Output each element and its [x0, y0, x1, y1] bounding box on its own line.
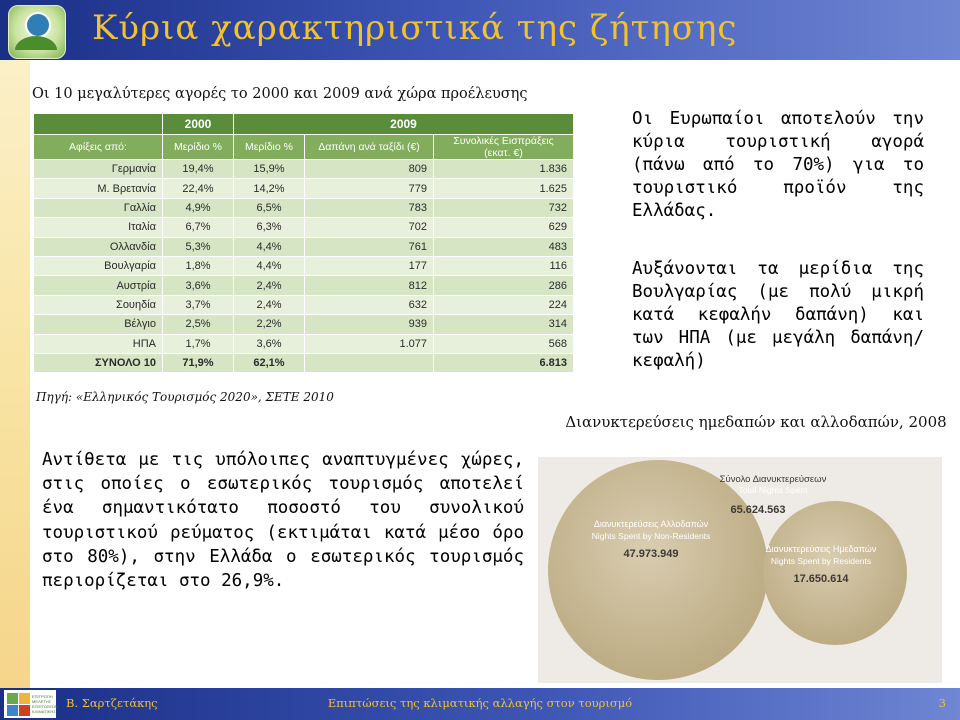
column-header-total-receipts: Συνολικές Εισπράξεις (εκατ. €): [434, 135, 574, 160]
bubble-label-el-1: Διανυκτερεύσεις Ημεδαπών: [765, 544, 877, 554]
footer-subtitle: Επιπτώσεις της κλιματικής αλλαγής στον τουρισμό: [327, 696, 633, 710]
column-header-share-2009: Μερίδιο %: [234, 135, 305, 160]
table-cell: 483: [434, 237, 574, 256]
total-label-en: Total Nights Spent: [738, 485, 808, 495]
paragraph-europeans: Οι Ευρωπαίοι αποτελούν την κύρια τουριστική αγορά (πάνω από το 70%) για το τουριστικό προϊόν της Ελλάδας.: [632, 109, 924, 221]
column-header-arrivals: Αφίξεις από:: [34, 135, 163, 160]
title-bar: [0, 0, 960, 60]
table-cell: 1,7%: [163, 334, 234, 353]
table-cell: 116: [434, 256, 574, 275]
table-cell: Σουηδία: [34, 295, 163, 314]
table-cell: 6,3%: [234, 218, 305, 237]
table-cell: 3,7%: [163, 295, 234, 314]
total-value: 65.624.563: [730, 504, 786, 516]
paragraph-domestic-tourism: Αντίθετα με τις υπόλοιπες αναπτυγμένες χώρες, στις οποίες ο εσωτερικός τουρισμός αποτελεί ένα σημαντικότατο ποσοστό του συνολικού τουριστικού ρεύματος (εκτιμάται κατά μέσο όρο στο 80%), στην Ελλάδα ο εσωτερικός τουρισμός περιορίζεται στο 26,9%.: [42, 450, 524, 592]
table-cell: 71,9%: [163, 353, 234, 372]
footer-author: Β. Σαρτζετάκης: [66, 696, 158, 710]
table-row: [34, 237, 574, 256]
table-cell: Γερμανία: [34, 160, 163, 179]
table-cell: 177: [305, 256, 434, 275]
table-cell: ΗΠΑ: [34, 334, 163, 353]
table-cell: 812: [305, 276, 434, 295]
table-cell: 1,8%: [163, 256, 234, 275]
table-cell: Ιταλία: [34, 218, 163, 237]
group-header-2009: 2009: [234, 114, 574, 135]
bubble-value-1: 17.650.614: [793, 573, 849, 585]
table-cell: 6,5%: [234, 198, 305, 217]
committee-logo-text: ΕΠΙΤΡΟΠΗ ΜΕΛΕΤΗΣ ΕΠΙΠΤΩΣΕΩΝ ΚΛΙΜΑΤΙΚΗΣ: [32, 694, 58, 714]
table-source: Πηγή: «Ελληνικός Τουρισμός 2020», ΣΕΤΕ 2010: [36, 390, 334, 404]
hand-leaf-icon: [15, 36, 57, 50]
table-cell: 4,9%: [163, 198, 234, 217]
group-header-blank: [34, 114, 163, 135]
table-cell: 568: [434, 334, 574, 353]
table-cell: 224: [434, 295, 574, 314]
bubble-chart-panel: [538, 457, 942, 683]
bubble-value-0: 47.973.949: [623, 548, 679, 560]
table-cell: 629: [434, 218, 574, 237]
table-cell: ΣΥΝΟΛΟ 10: [34, 353, 163, 372]
bubble-label-en-0: Nights Spent by Non-Residents: [591, 531, 711, 541]
table-cell: 783: [305, 198, 434, 217]
markets-table: [34, 114, 574, 373]
table-cell: Βουλγαρία: [34, 256, 163, 275]
bubble-chart-title: Διανυκτερεύσεις ημεδαπών και αλλοδαπών, 2008: [565, 413, 947, 431]
table-cell: 632: [305, 295, 434, 314]
bubble-chart-svg: [538, 457, 942, 683]
table-cell: 14,2%: [234, 179, 305, 198]
globe-icon: [25, 12, 51, 38]
page-number: 3: [938, 696, 946, 710]
decorative-side-strip: [0, 60, 30, 688]
table-cell: 1.625: [434, 179, 574, 198]
table-row: [34, 315, 574, 334]
column-header-share-2000: Μερίδιο %: [163, 135, 234, 160]
total-label-el: Σύνολο Διανυκτερεύσεων: [719, 474, 827, 485]
table-cell: 286: [434, 276, 574, 295]
table-row: [34, 353, 574, 372]
table-cell: 2,5%: [163, 315, 234, 334]
table-cell: 6,7%: [163, 218, 234, 237]
paragraph-bulgaria-usa: Αυξάνονται τα μερίδια της Βουλγαρίας (με πολύ μικρή κατά κεφαλήν δαπάνη) και των ΗΠΑ (με μεγάλη δαπάνη/κεφαλή): [632, 259, 924, 371]
table-cell: 939: [305, 315, 434, 334]
table-group-header-row: [34, 114, 574, 135]
bubble-label-en-1: Nights Spent by Residents: [770, 556, 872, 566]
table-row: [34, 334, 574, 353]
footer-bar: [0, 688, 960, 720]
table-cell: 809: [305, 160, 434, 179]
table-title: Οι 10 μεγαλύτερες αγορές το 2000 και 2009 ανά χώρα προέλευσης: [32, 86, 528, 102]
bubble-label-el-0: Διανυκτερεύσεις Αλλοδαπών: [593, 519, 709, 529]
table-cell: 3,6%: [234, 334, 305, 353]
table-cell: 3,6%: [163, 276, 234, 295]
table-cell: 761: [305, 237, 434, 256]
table-column-header-row: [34, 135, 574, 160]
table-cell: 2,4%: [234, 276, 305, 295]
table-cell: 62,1%: [234, 353, 305, 372]
table-row: [34, 160, 574, 179]
table-cell: 15,9%: [234, 160, 305, 179]
table-cell: 5,3%: [163, 237, 234, 256]
table-cell: [305, 353, 434, 372]
table-cell: 732: [434, 198, 574, 217]
table-cell: 2,4%: [234, 295, 305, 314]
table-row: [34, 276, 574, 295]
table-cell: 4,4%: [234, 256, 305, 275]
globe-logo-icon: [8, 5, 66, 59]
table-cell: 19,4%: [163, 160, 234, 179]
bubble-non-residents: [548, 460, 768, 680]
table-cell: 1.836: [434, 160, 574, 179]
table-cell: Αυστρία: [34, 276, 163, 295]
table-cell: Γαλλία: [34, 198, 163, 217]
table-row: [34, 218, 574, 237]
table-cell: Ολλανδία: [34, 237, 163, 256]
table-cell: 1.077: [305, 334, 434, 353]
table-body: [34, 160, 574, 373]
table-row: [34, 295, 574, 314]
table-row: [34, 179, 574, 198]
table-cell: 702: [305, 218, 434, 237]
table-row: [34, 256, 574, 275]
table-cell: Βέλγιο: [34, 315, 163, 334]
table-cell: 4,4%: [234, 237, 305, 256]
slide-title: Κύρια χαρακτηριστικά της ζήτησης: [92, 8, 738, 48]
table-cell: 6.813: [434, 353, 574, 372]
table-cell: 314: [434, 315, 574, 334]
table-cell: 22,4%: [163, 179, 234, 198]
column-header-spend-per-trip: Δαπάνη ανά ταξίδι (€): [305, 135, 434, 160]
table-cell: 2,2%: [234, 315, 305, 334]
table-row: [34, 198, 574, 217]
group-header-2000: 2000: [163, 114, 234, 135]
table-cell: 779: [305, 179, 434, 198]
table-cell: Μ. Βρετανία: [34, 179, 163, 198]
